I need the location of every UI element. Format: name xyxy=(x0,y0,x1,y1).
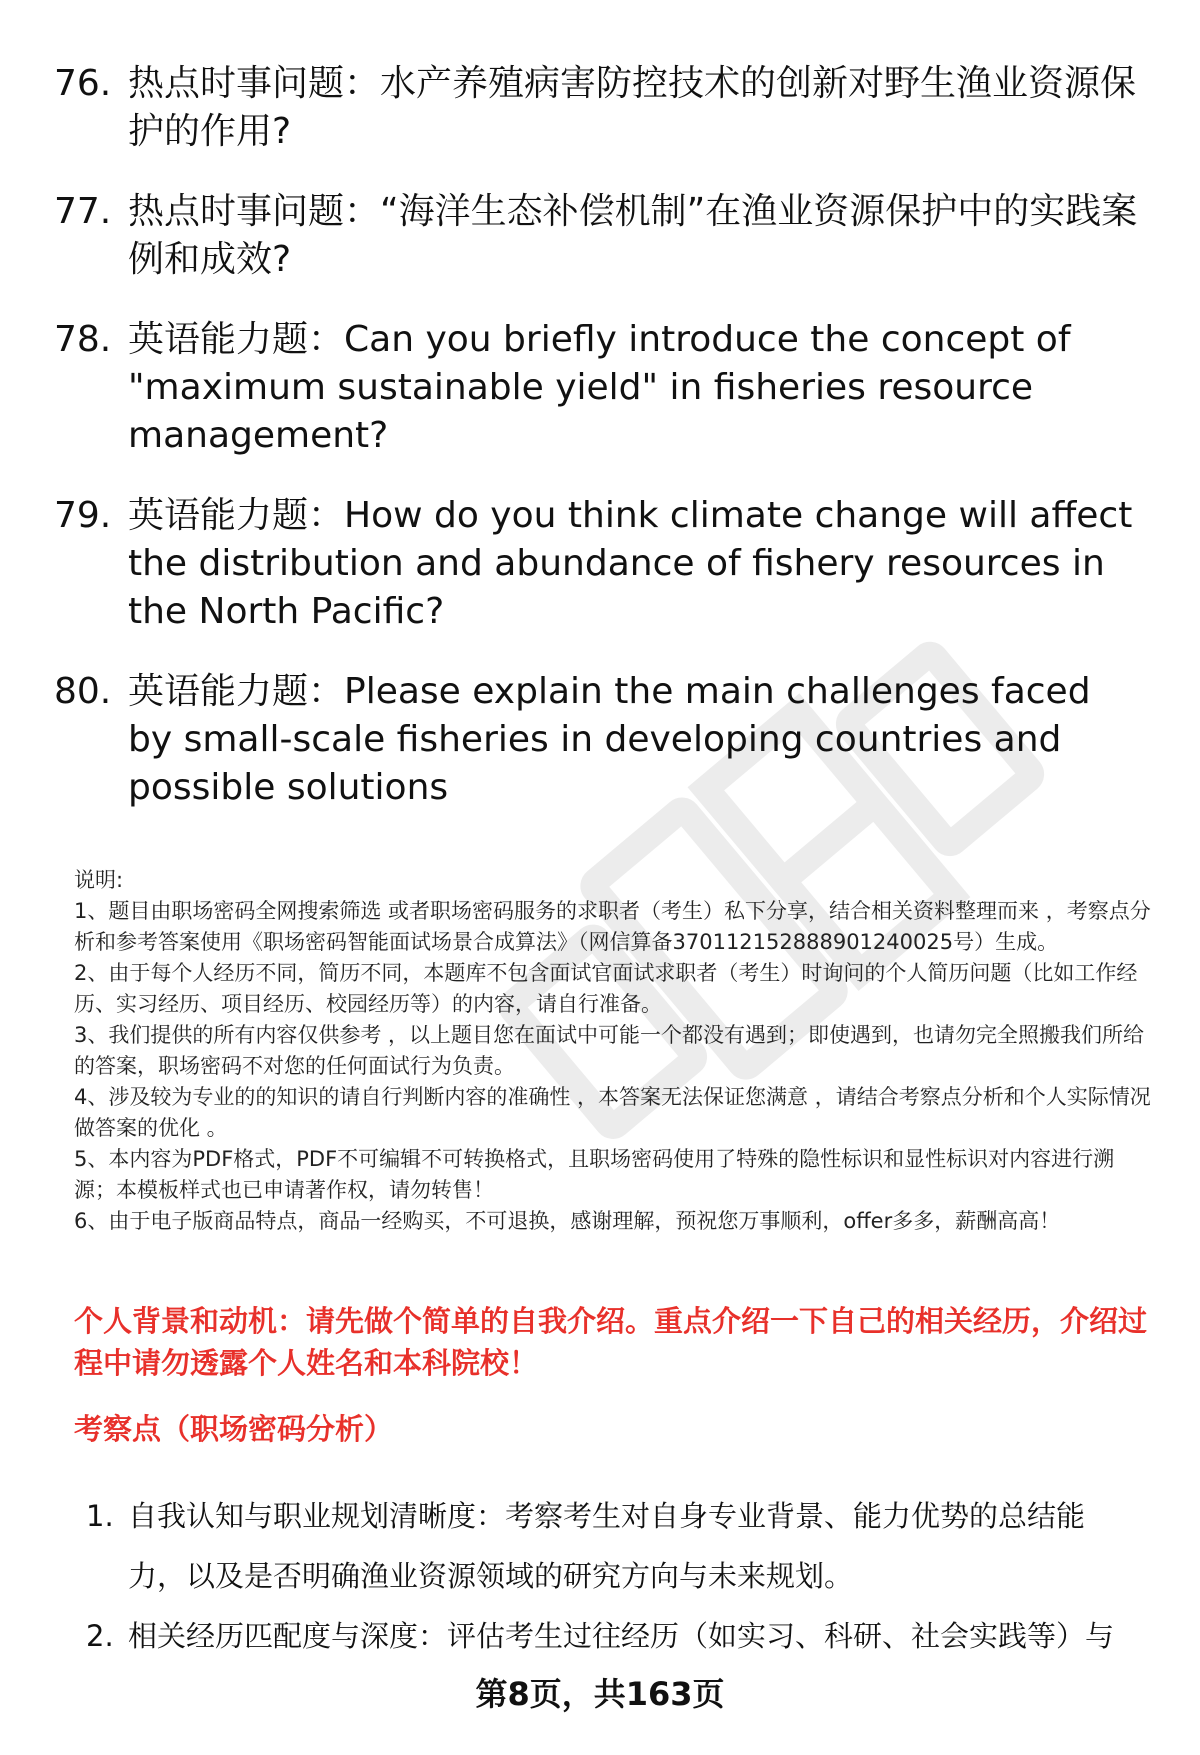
notes-section xyxy=(74,865,1154,1237)
question-text: 英语能力题：Please explain the main challenges faced by small-scale fisheries in developing countries and possible solutions xyxy=(128,671,1091,808)
question-text: 热点时事问题：“海洋生态补偿机制”在渔业资源保护中的实践案例和成效? xyxy=(128,191,1138,280)
question-text: 热点时事问题：水产养殖病害防控技术的创新对野生渔业资源保护的作用? xyxy=(128,63,1137,152)
note-item: 6、由于电子版商品特点，商品一经购买，不可退换，感谢理解，预祝您万事顺利，offer多多，薪酬高高！ xyxy=(74,1209,1061,1233)
question-list xyxy=(0,60,1200,844)
point-text: 相关经历匹配度与深度：评估考生过往经历（如实习、科研、社会实践等）与 xyxy=(128,1619,1115,1653)
question-number: 77. xyxy=(54,191,112,232)
question-text: 英语能力题：Can you briefly introduce the concept of "maximum sustainable yield" in fisheries resource management? xyxy=(128,319,1071,456)
analysis-heading: 考察点（职场密码分析） xyxy=(74,1412,394,1446)
analysis-point xyxy=(0,1606,1200,1666)
notes-title: 说明: xyxy=(74,868,124,892)
page-footer: 第8页，共163页 xyxy=(475,1675,725,1713)
point-number: 1. xyxy=(86,1499,114,1533)
note-item: 3、我们提供的所有内容仅供参考 ，以上题目您在面试中可能一个都没有遇到；即使遇到，也请勿完全照搬我们所给的答案，职场密码不对您的任何面试行为负责。 xyxy=(74,1023,1145,1078)
question-number: 79. xyxy=(54,495,112,536)
note-item: 1、题目由职场密码全网搜索筛选 或者职场密码服务的求职者（考生）私下分享，结合相关资料整理而来 ，考察点分析和参考答案使用《职场密码智能面试场景合成算法》（网信算备370112152888901240025号）生成。 xyxy=(74,899,1151,954)
analysis-points xyxy=(0,1486,1200,1666)
question-number: 80. xyxy=(54,671,112,712)
section-heading: 个人背景和动机：请先做个简单的自我介绍。重点介绍一下自己的相关经历，介绍过程中请勿透露个人姓名和本科院校！ xyxy=(74,1304,1148,1380)
question-item xyxy=(0,188,1200,284)
note-item: 5、本内容为PDF格式，PDF不可编辑不可转换格式，且职场密码使用了特殊的隐性标识和显性标识对内容进行溯源；本模板样式也已申请著作权，请勿转售！ xyxy=(74,1147,1115,1202)
point-number: 2. xyxy=(86,1619,114,1653)
question-text: 英语能力题：How do you think climate change will affect the distribution and abundance of fishery resources in the North Pacific? xyxy=(128,495,1133,632)
question-number: 78. xyxy=(54,319,112,360)
question-item xyxy=(0,492,1200,636)
question-item xyxy=(0,316,1200,460)
analysis-point xyxy=(0,1486,1200,1606)
note-item: 2、由于每个人经历不同，简历不同，本题库不包含面试官面试求职者（考生）时询问的个人简历问题（比如工作经历、实习经历、项目经历、校园经历等）的内容，请自行准备。 xyxy=(74,961,1138,1016)
question-item xyxy=(0,668,1200,812)
note-item: 4、涉及较为专业的的知识的请自行判断内容的准确性 ，本答案无法保证您满意 ，请结合考察点分析和个人实际情况做答案的优化 。 xyxy=(74,1085,1151,1140)
question-number: 76. xyxy=(54,63,112,104)
point-text: 自我认知与职业规划清晰度：考察考生对自身专业背景、能力优势的总结能力，以及是否明确渔业资源领域的研究方向与未来规划。 xyxy=(128,1499,1086,1593)
question-item xyxy=(0,60,1200,156)
